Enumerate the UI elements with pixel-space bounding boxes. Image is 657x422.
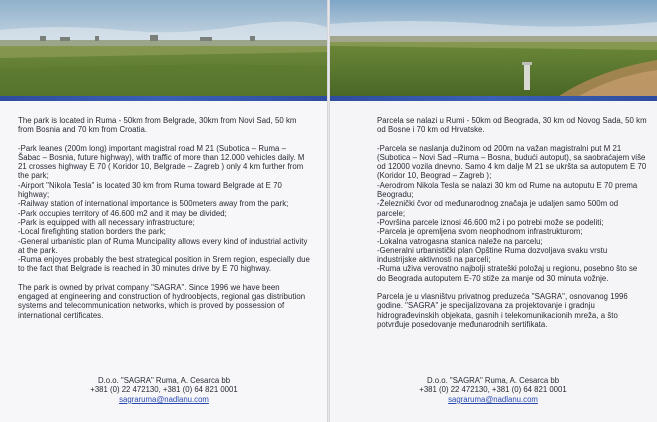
right-bullet-item: -Aerodrom Nikola Tesla se nalazi 30 km od Rume na autoputu E 70 prema Beogradu;: [377, 180, 638, 200]
right-bullet-item: -Železnički čvor od međunarodnog značaja je udaljen samo 500m od parcele;: [377, 199, 619, 218]
right-bullet-item: -Parcela je opremljena svom neophodnom infrastrukturom;: [377, 227, 583, 237]
right-bullet-list: [377, 144, 647, 283]
right-panorama-image: [329, 0, 657, 96]
left-panorama-photo: [0, 0, 328, 96]
left-blue-band: [0, 96, 328, 101]
left-text-column: [18, 116, 310, 329]
right-panorama-photo: [329, 0, 657, 96]
left-bullet-item: -Railway station of international importance is 500meters away from the park;: [18, 199, 289, 209]
left-company-address: D.o.o. "SAGRA" Ruma, A. Cesarca bb: [97, 376, 231, 385]
right-company-address: D.o.o. "SAGRA" Ruma, A. Cesarca bb: [426, 376, 560, 385]
left-owner-paragraph: The park is owned by privat company "SAGRA". Since 1996 we have been engaged at engineering and construction of hydroobjects, regional gas distribution systems and telecommunication networks, which is proved by possession of international certificates.: [18, 282, 306, 320]
right-email-link[interactable]: sagraruma@nadlanu.com: [448, 394, 538, 404]
left-contact-block: [0, 376, 328, 404]
left-bullet-item: -Local firefighting station borders the park;: [18, 227, 166, 237]
right-text-column: [377, 116, 647, 338]
right-bullet-item: -Lokalna vatrogasna stanica naleže na parcelu;: [377, 236, 543, 246]
right-bullet-item: -Površina parcele iznosi 46.600 m2 i po potrebi može se podeliti;: [377, 217, 604, 227]
right-intro-paragraph: Parcela se nalazi u Rumi - 50km od Beograda, 30 km od Novog Sada, 50 km od Bosne i 70 km od Hrvatske.: [377, 116, 647, 135]
left-bullet-item: -Park leanes (200m long) important magistral road M 21 (Subotica – Ruma – Šabac – Bosnia, future highway), with traffic of more than 12.000 vehicles daily. M 21 crosses highway E 70 ( Koridor 10, Belgrade – Zagreb ) only 4 km further from the park;: [18, 143, 305, 181]
center-fold: [327, 0, 330, 422]
left-bullet-item: -Park is equipped with all necessary infrastructure;: [18, 217, 195, 227]
left-bullet-item: -Airport "Nikola Tesla" is located 30 km from Ruma toward Belgrade at E 70 highway;: [18, 180, 282, 200]
right-phone-numbers: +381 (0) 22 472130, +381 (0) 64 821 0001: [419, 385, 567, 395]
left-phone-numbers: +381 (0) 22 472130, +381 (0) 64 821 0001: [90, 385, 238, 395]
left-bullet-item: -Park occupies territory of 46.600 m2 and it may be divided;: [18, 208, 227, 218]
left-page: [0, 0, 328, 422]
left-panorama-image: [0, 0, 328, 96]
left-email-link[interactable]: sagraruma@nadlanu.com: [119, 394, 209, 404]
left-bullet-item: -Ruma enjoyes probably the best strategical position in Srem region, especially due to the fact that Belgrade is reached in 30 minutes drive by E 70 highway.: [18, 255, 310, 274]
right-bullet-item: -Generalni urbanistički plan Opštine Ruma dozvoljava svaku vrstu industrijske aktivnosti na parceli;: [377, 245, 608, 265]
right-bullet-item: -Parcela se naslanja dužinom od 200m na važan magistralni put M 21 (Subotica – Novi Sad –Ruma – Bosna, budući autoput), sa saobraćajem više od 12000 vozila dnevno. Samo 4 km dalje M 21 se ukršta sa autoputem E 70 (Koridor 10, Beograd – Zagreb );: [377, 143, 647, 181]
right-bullet-item: -Ruma uživa verovatno najbolji strateški položaj u regionu, posebno što se do Beograda autoputem E-70 stiže za manje od 30 minuta vožnje.: [377, 264, 638, 283]
left-bullet-list: [18, 144, 310, 274]
right-page: [329, 0, 657, 422]
left-bullet-item: -General urbanistic plan of Ruma Muncipality allows every kind of industrial activity at the park.: [18, 236, 308, 255]
right-contact-block: [329, 376, 657, 404]
right-owner-paragraph: Parcela je u vlasništvu privatnog preduzeća "SAGRA", osnovanog 1996 godine. "SAGRA" je specijalizovana za projektovanje i gradnju hidrograđevinskih objekata, gasnih i telekomunikacionih mreža, a što potvrđuje posedovanje međunarodnih sertifikata.: [377, 292, 628, 329]
right-blue-band: [329, 96, 657, 101]
left-intro-paragraph: The park is located in Ruma - 50km from Belgrade, 30km from Novi Sad, 50 km from Bosnia and 70 km from Croatia.: [18, 116, 297, 135]
